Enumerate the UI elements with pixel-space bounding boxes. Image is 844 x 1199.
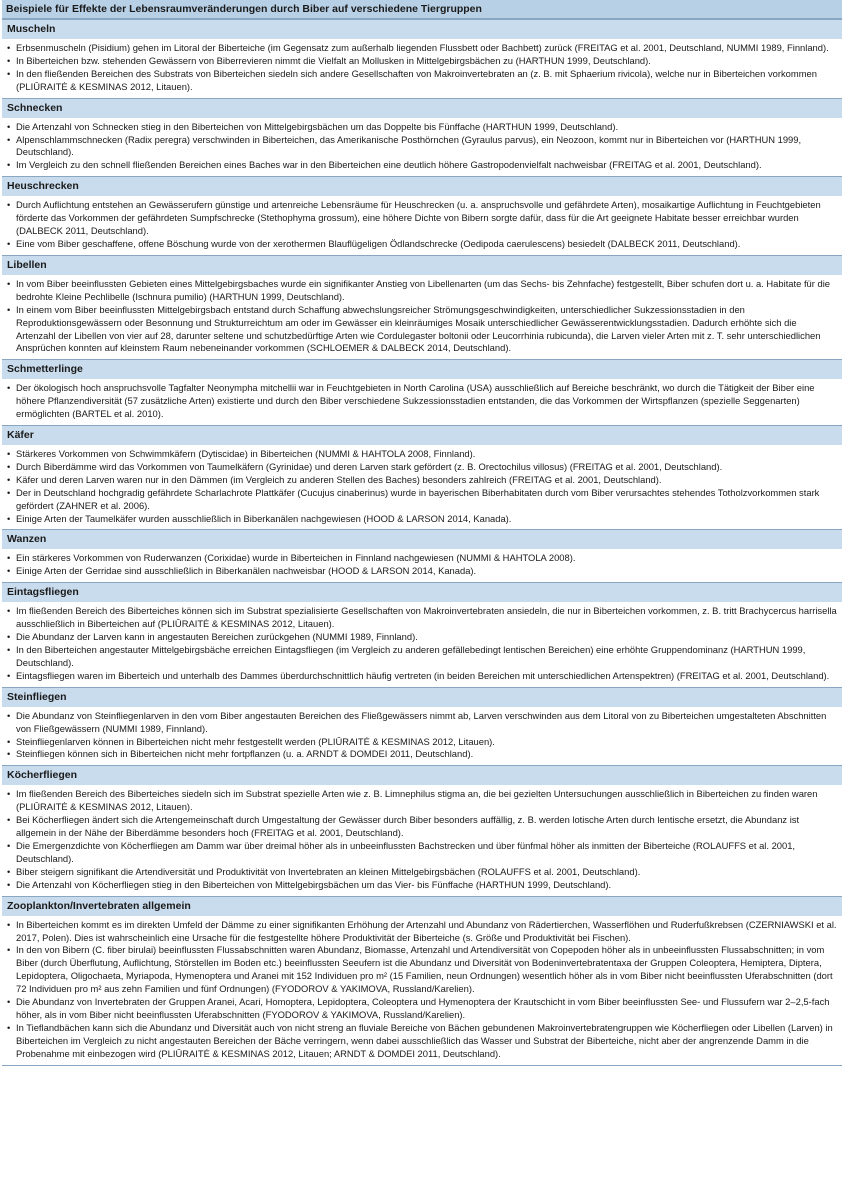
bullet-item: • Alpenschlammschnecken (Radix peregra) verschwinden in Biberteichen, das Amerikanische Posthörnchen (Gyraulus parvus), ein Neozoon, kommt nur in Biberteichen vor (HARTHUN 1999, Deutschland).	[6, 134, 838, 160]
bullet-item: • Einige Arten der Taumelkäfer wurden ausschließlich in Biberkanälen nachgewiesen (HOOD & LARSON 2014, Kanada).	[6, 513, 838, 526]
bullet-list	[2, 39, 842, 98]
bullet-list	[2, 707, 842, 766]
section-8	[2, 687, 842, 766]
bullet-item: • Durch Auflichtung entstehen an Gewässerufern günstige und artenreiche Lebensräume für Heuschrecken (u. a. anspruchsvolle und gefährdete Arten), mosaikartige Auflichtung in Feuchtgebieten förderte das Vorkommen der gefährdeten Sumpfschrecke (Stethophyma grossum), eine höhere Dichte von Bibern sorgte dafür, dass für die Art geeignete Habitate besser erreichbar wurden (DALBECK 2011, Deutschland).	[6, 199, 838, 238]
section-5	[2, 425, 842, 529]
bullet-item: • Bei Köcherfliegen ändert sich die Artengemeinschaft durch Umgestaltung der Gewässer durch Biber besonders auffällig, z. B. werden lotische Arten durch lentische ersetzt, die Abundanz ist allgemein in der Nähe der Biberdämme besonders hoch (FREITAG et al. 2001, Deutschland).	[6, 814, 838, 840]
bullet-list	[2, 916, 842, 1065]
bullet-item: • In den Biberteichen angestauter Mittelgebirgsbäche erreichen Eintagsfliegen (im Vergleich zu anderen gefällebedingt lentischen Bereichen) eine erhöhte Gruppendominanz (HARTHUN 1999, Deutschland).	[6, 644, 838, 670]
section-10	[2, 896, 842, 1065]
section-title: Wanzen	[2, 529, 842, 549]
bullet-item: • Stärkeres Vorkommen von Schwimmkäfern (Dytiscidae) in Biberteichen (NUMMI & HAHTOLA 2008, Finnland).	[6, 448, 838, 461]
section-title: Heuschrecken	[2, 176, 842, 196]
bullet-item: • Die Artenzahl von Köcherfliegen stieg in den Biberteichen von Mittelgebirgsbächen um das Vier- bis Fünffache (HARTHUN 1999, Deutschland).	[6, 879, 838, 892]
bullet-item: • Der ökologisch hoch anspruchsvolle Tagfalter Neonympha mitchellii war in Feuchtgebieten in North Carolina (USA) ausschließlich auf Bereiche beschränkt, wo durch die Tätigkeit der Biber eine höhere Pflanzendiversität (57 zusätzliche Arten) existierte und durch den Biber verschiedene Sukzessionsstadien entstanden, die das Vorkommen der Wirtspflanzen (spezielle Seggenarten) ermöglichten (BARTEL et al. 2010).	[6, 382, 838, 421]
bullet-item: • Ein stärkeres Vorkommen von Ruderwanzen (Corixidae) wurde in Biberteichen in Finnland nachgewiesen (NUMMI & HAHTOLA 2008).	[6, 552, 838, 565]
bullet-item: • Im Vergleich zu den schnell fließenden Bereichen eines Baches war in den Biberteichen eine deutlich höhere Gastropodenvielfalt nachweisbar (FREITAG et al. 2001, Deutschland).	[6, 159, 838, 172]
bullet-list	[2, 602, 842, 686]
bullet-item: • Erbsenmuscheln (Pisidium) gehen im Litoral der Biberteiche (im Gegensatz zum außerhalb liegenden Flussbett oder Bachbett) zurück (FREITAG et al. 2001, Deutschland, NUMMI 1989, Finnland).	[6, 42, 838, 55]
bullet-list	[2, 785, 842, 895]
bullet-item: • Im fließenden Bereich des Biberteiches können sich im Substrat spezialisierte Gesellschaften von Makroinvertebraten ansiedeln, die nur in Biberteichen vorkommen, z. B. tritt Brachycercus harrisella ausschließlich in Biberteichen auf (PLIŪRAITĖ & KESMINAS 2012, Litauen).	[6, 605, 838, 631]
section-7	[2, 582, 842, 686]
bullet-item: • Die Artenzahl von Schnecken stieg in den Biberteichen von Mittelgebirgsbächen um das Doppelte bis Fünffache (HARTHUN 1999, Deutschland).	[6, 121, 838, 134]
section-6	[2, 529, 842, 582]
bullet-item: • Steinfliegen können sich in Biberteichen nicht mehr fortpflanzen (u. a. ARNDT & DOMDEI 2011, Deutschland).	[6, 748, 838, 761]
bottom-rule	[2, 1065, 842, 1066]
section-9	[2, 765, 842, 895]
bullet-list	[2, 196, 842, 255]
bullet-item: • In einem vom Biber beeinflussten Mittelgebirgsbach entstand durch Schaffung abwechslungsreicher Strömungsgeschwindigkeiten, unterschiedlicher Sukzessionsstadien in den Reproduktionsgewässern oder Besonnung und Strukturreichtum am oder im Gewässer ein kleinräumiges Mosaik unterschiedlicher Gewässerentwicklungsstadien. Dadurch erhöhte sich die Artenzahl der Libellen von vier auf 28, darunter seltene und schutzbedürftige Arten wie Cordulegaster boltonii oder Leucorrhinia rubicunda), die Larven vieler Arten mit z. T. sehr unterschiedlichen Ansprüchen konnten auf kleinstem Raum nebeneinander vorkommen (SCHLOEMER & DALBECK 2014, Deutschland).	[6, 304, 838, 356]
bullet-list	[2, 118, 842, 177]
section-title: Schmetterlinge	[2, 359, 842, 379]
bullet-item: • In Biberteichen kommt es im direkten Umfeld der Dämme zu einer signifikanten Erhöhung der Artenzahl und Abundanz von Rädertierchen, Wasserflöhen und Ruderfußkrebsen (CZERNIAWSKI et al. 2017, Polen). Dies ist wahrscheinlich eine Ursache für die festgestellte höhere Produktivität der Biberteiche (s. Größe und Produktivität bei Fischen).	[6, 919, 838, 945]
section-title: Zooplankton/Invertebraten allgemein	[2, 896, 842, 916]
section-title: Eintagsfliegen	[2, 582, 842, 602]
sections-container	[2, 19, 842, 1065]
bullet-item: • In vom Biber beeinflussten Gebieten eines Mittelgebirgsbaches wurde ein signifikanter Anstieg von Libellenarten (um das Sechs- bis Zehnfache) festgestellt, Biber schufen dort u. a. Habitate für die bedrohte Kleine Pechlibelle (Ischnura pumilio) (HARTHUN 1999, Deutschland).	[6, 278, 838, 304]
section-4	[2, 359, 842, 425]
bullet-list	[2, 379, 842, 425]
bullet-item: • Biber steigern signifikant die Artendiversität und Produktivität von Invertebraten an kleinen Mittelgebirgsbächen (ROLAUFFS et al. 2001, Deutschland).	[6, 866, 838, 879]
section-title: Käfer	[2, 425, 842, 445]
bullet-item: • Der in Deutschland hochgradig gefährdete Scharlachrote Plattkäfer (Cucujus cinaberinus) wurde in bayerischen Biberhabitaten durch vom Biber verursachtes stehendes Totholzvorkommen stark gefördert (ZAHNER et al. 2006).	[6, 487, 838, 513]
bullet-item: • Die Abundanz von Steinfliegenlarven in den vom Biber angestauten Bereichen des Fließgewässers nimmt ab, Larven verschwinden aus dem Litoral von zu Biberteichen umgestalteten Abschnitten von Fließgewässern (NUMMI 1989, Finnland).	[6, 710, 838, 736]
bullet-item: • Die Abundanz von Invertebraten der Gruppen Aranei, Acari, Homoptera, Lepidoptera, Coleoptera und Hymenoptera der Krautschicht in vom Biber beeinflussten See- und Flussufern war 2–2,5-fach höher, als in vom Biber nicht beeinflussten Uferabschnitten (FYODOROV & YAKIMOVA, Russland/Karelien).	[6, 996, 838, 1022]
bullet-item: • In den fließenden Bereichen des Substrats von Biberteichen siedeln sich andere Gesellschaften von Makroinvertebraten an (z. B. mit Sphaerium rivicola), welche nur in Biberteichen vorkommen (PLIŪRAITĖ & KESMINAS 2012, Litauen).	[6, 68, 838, 94]
section-title: Libellen	[2, 255, 842, 275]
bullet-list	[2, 445, 842, 529]
section-2	[2, 176, 842, 255]
section-title: Schnecken	[2, 98, 842, 118]
bullet-item: • Steinfliegenlarven können in Biberteichen nicht mehr festgestellt werden (PLIŪRAITĖ & KESMINAS 2012, Litauen).	[6, 736, 838, 749]
bullet-item: • Eintagsfliegen waren im Biberteich und unterhalb des Dammes überdurchschnittlich häufig vertreten (in beiden Bereichen mit unterschiedlichen Artenspektren) (FREITAG et al. 2001, Deutschland).	[6, 670, 838, 683]
bullet-item: • Einige Arten der Gerridae sind ausschließlich in Biberkanälen nachweisbar (HOOD & LARSON 2014, Kanada).	[6, 565, 838, 578]
section-0	[2, 19, 842, 98]
bullet-item: • Durch Biberdämme wird das Vorkommen von Taumelkäfern (Gyrinidae) und deren Larven stark gefördert (z. B. Orectochilus villosus) (FREITAG et al. 2001, Deutschland).	[6, 461, 838, 474]
bullet-item: • In den von Bibern (C. fiber birulai) beeinflussten Flussabschnitten waren Abundanz, Biomasse, Artenzahl und Artendiversität von Copepoden höher als in unbeeinflussten Flussabschnitten; in vom Biber (durch Überflutung, Auflichtung, Störstellen im Boden etc.) beeinflussten Seeufern ist die Abundanz und Diversität von Bodeninvertebratentaxa der Gruppen Coleoptera, Hemiptera, Diptera, Lepidoptera, Oligochaeta, Myriapoda, Hymenoptera und Aranei mit 152 Individuen pro m² (15 Familien, neun Ordnungen) wesentlich höher als in vom Biber nicht beeinflussten Uferabschnitten (dort 72 Individuen pro m² aus zehn Familien und fünf Ordnungen) (FYODOROV & YAKIMOVA, Russland/Karelien).	[6, 944, 838, 996]
section-title: Köcherfliegen	[2, 765, 842, 785]
bullet-item: • In Biberteichen bzw. stehenden Gewässern von Biberrevieren nimmt die Vielfalt an Mollusken in Mittelgebirgsbächen zu (HARTHUN 1999, Deutschland).	[6, 55, 838, 68]
bullet-item: • Im fließenden Bereich des Biberteiches siedeln sich im Substrat spezielle Arten wie z. B. Limnephilus stigma an, die bei gezielten Untersuchungen ausschließlich in Biberteichen zu finden waren (PLIŪRAITĖ & KESMINAS 2012, Litauen).	[6, 788, 838, 814]
bullet-list	[2, 549, 842, 582]
section-3	[2, 255, 842, 359]
section-1	[2, 98, 842, 177]
bullet-item: • Käfer und deren Larven waren nur in den Dämmen (im Vergleich zu anderen Stellen des Baches) besonders zahlreich (FREITAG et al. 2001, Deutschland).	[6, 474, 838, 487]
bullet-item: • In Tieflandbächen kann sich die Abundanz und Diversität auch von nicht streng an fluviale Bereiche von Bächen gebundenen Makroinvertebratengruppen wie Köcherfliegen oder Libellen (Larven) in Biberteichen im Vergleich zu nicht angestauten Bereichen der Bäche verringern, wenn dabei ausschließlich das Wasser und Substrat der Biberteiche, nicht aber der angrenzende Damm in die Probenahme mit einbezogen wird (PLIŪRAITĖ & KESMINAS 2012, Litauen; ARNDT & DOMDEI 2011, Deutschland).	[6, 1022, 838, 1061]
bullet-item: • Die Abundanz der Larven kann in angestauten Bereichen zurückgehen (NUMMI 1989, Finnland).	[6, 631, 838, 644]
bullet-list	[2, 275, 842, 359]
section-title: Steinfliegen	[2, 687, 842, 707]
bullet-item: • Eine vom Biber geschaffene, offene Böschung wurde von der xerothermen Blauflügeligen Ödlandschrecke (Oedipoda caerulescens) besiedelt (DALBECK 2011, Deutschland).	[6, 238, 838, 251]
bullet-item: • Die Emergenzdichte von Köcherfliegen am Damm war über dreimal höher als in unbeeinflussten Bachstrecken und über fünfmal höher als inmitten der Biberteiche (ROLAUFFS et al. 2001, Deutschland).	[6, 840, 838, 866]
section-title: Muscheln	[2, 19, 842, 39]
table-caption: Beispiele für Effekte der Lebensraumveränderungen durch Biber auf verschiedene Tiergruppen	[2, 0, 842, 19]
